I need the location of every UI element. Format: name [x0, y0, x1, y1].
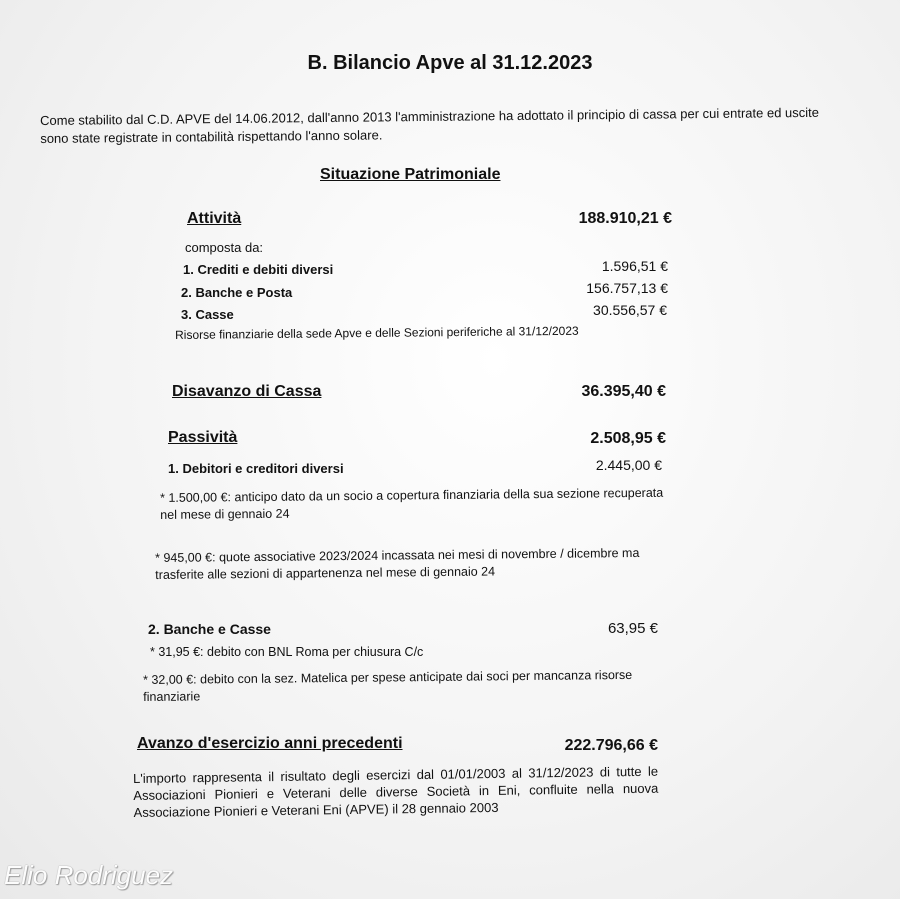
passivita-item-label: 2. Banche e Casse — [148, 621, 271, 637]
passivita-note: * 32,00 €: debito con la sez. Matelica per spese anticipate dai soci per mancanza risorse finanziarie — [143, 667, 633, 704]
passivita-note: * 1.500,00 €: anticipo dato da un socio a copertura finanziaria della sua sezione recuperata nel mese di gennaio 24 — [160, 485, 664, 522]
avanzo-value: 222.796,66 € — [564, 737, 658, 754]
avanzo-heading: Avanzo d'esercizio anni precedenti — [137, 735, 403, 752]
section-title: Situazione Patrimoniale — [320, 166, 501, 183]
composta-label: composta da: — [185, 240, 264, 255]
attivita-item-label: 2. Banche e Posta — [181, 285, 293, 300]
passivita-item-value: 2.445,00 € — [595, 457, 662, 473]
attivita-item-label: 1. Crediti e debiti diversi — [183, 262, 334, 277]
passivita-note: * 31,95 €: debito con BNL Roma per chiusura C/c — [150, 645, 424, 659]
attivita-item-value: 30.556,57 € — [593, 302, 667, 318]
passivita-item-value: 63,95 € — [607, 620, 658, 637]
intro-paragraph: Come stabilito dal C.D. APVE del 14.06.2012, dall'anno 2013 l'amministrazione ha adottato il principio di cassa per cui entrate ed uscite sono state registrate in contabilità rispettando l'anno solare. — [40, 104, 820, 146]
page-title: B. Bilancio Apve al 31.12.2023 — [307, 52, 593, 74]
attivita-item-value: 1.596,51 € — [601, 258, 668, 274]
passivita-heading: Passività — [168, 429, 238, 446]
attivita-item-label: 3. Casse — [181, 307, 234, 322]
attivita-note: Risorse finanziarie della sede Apve e delle Sezioni periferiche al 31/12/2023 — [175, 323, 579, 342]
passivita-total: 2.508,95 € — [590, 430, 666, 447]
attivita-item-value: 156.757,13 € — [586, 280, 668, 296]
watermark-signature: Elio Rodriguez — [4, 860, 174, 890]
attivita-heading: Attività — [187, 210, 242, 227]
attivita-total: 188.910,21 € — [578, 210, 672, 227]
passivita-note: * 945,00 €: quote associative 2023/2024 incassata nei mesi di novembre / dicembre ma trasferite alle sezioni di appartenenza nel mese di gennaio 24 — [155, 545, 640, 582]
disavanzo-value: 36.395,40 € — [581, 383, 666, 400]
disavanzo-heading: Disavanzo di Cassa — [172, 383, 322, 400]
avanzo-paragraph: L'importo rappresenta il risultato degli esercizi dal 01/01/2003 al 31/12/2023 di tutte le Associazioni Pionieri e Veterani delle diverse Società in Eni, confluite nella nuova Associazione Pionieri e Veterani Eni (APVE) il 28 gennaio 2003 — [133, 763, 659, 820]
passivita-item-label: 1. Debitori e creditori diversi — [168, 461, 344, 476]
